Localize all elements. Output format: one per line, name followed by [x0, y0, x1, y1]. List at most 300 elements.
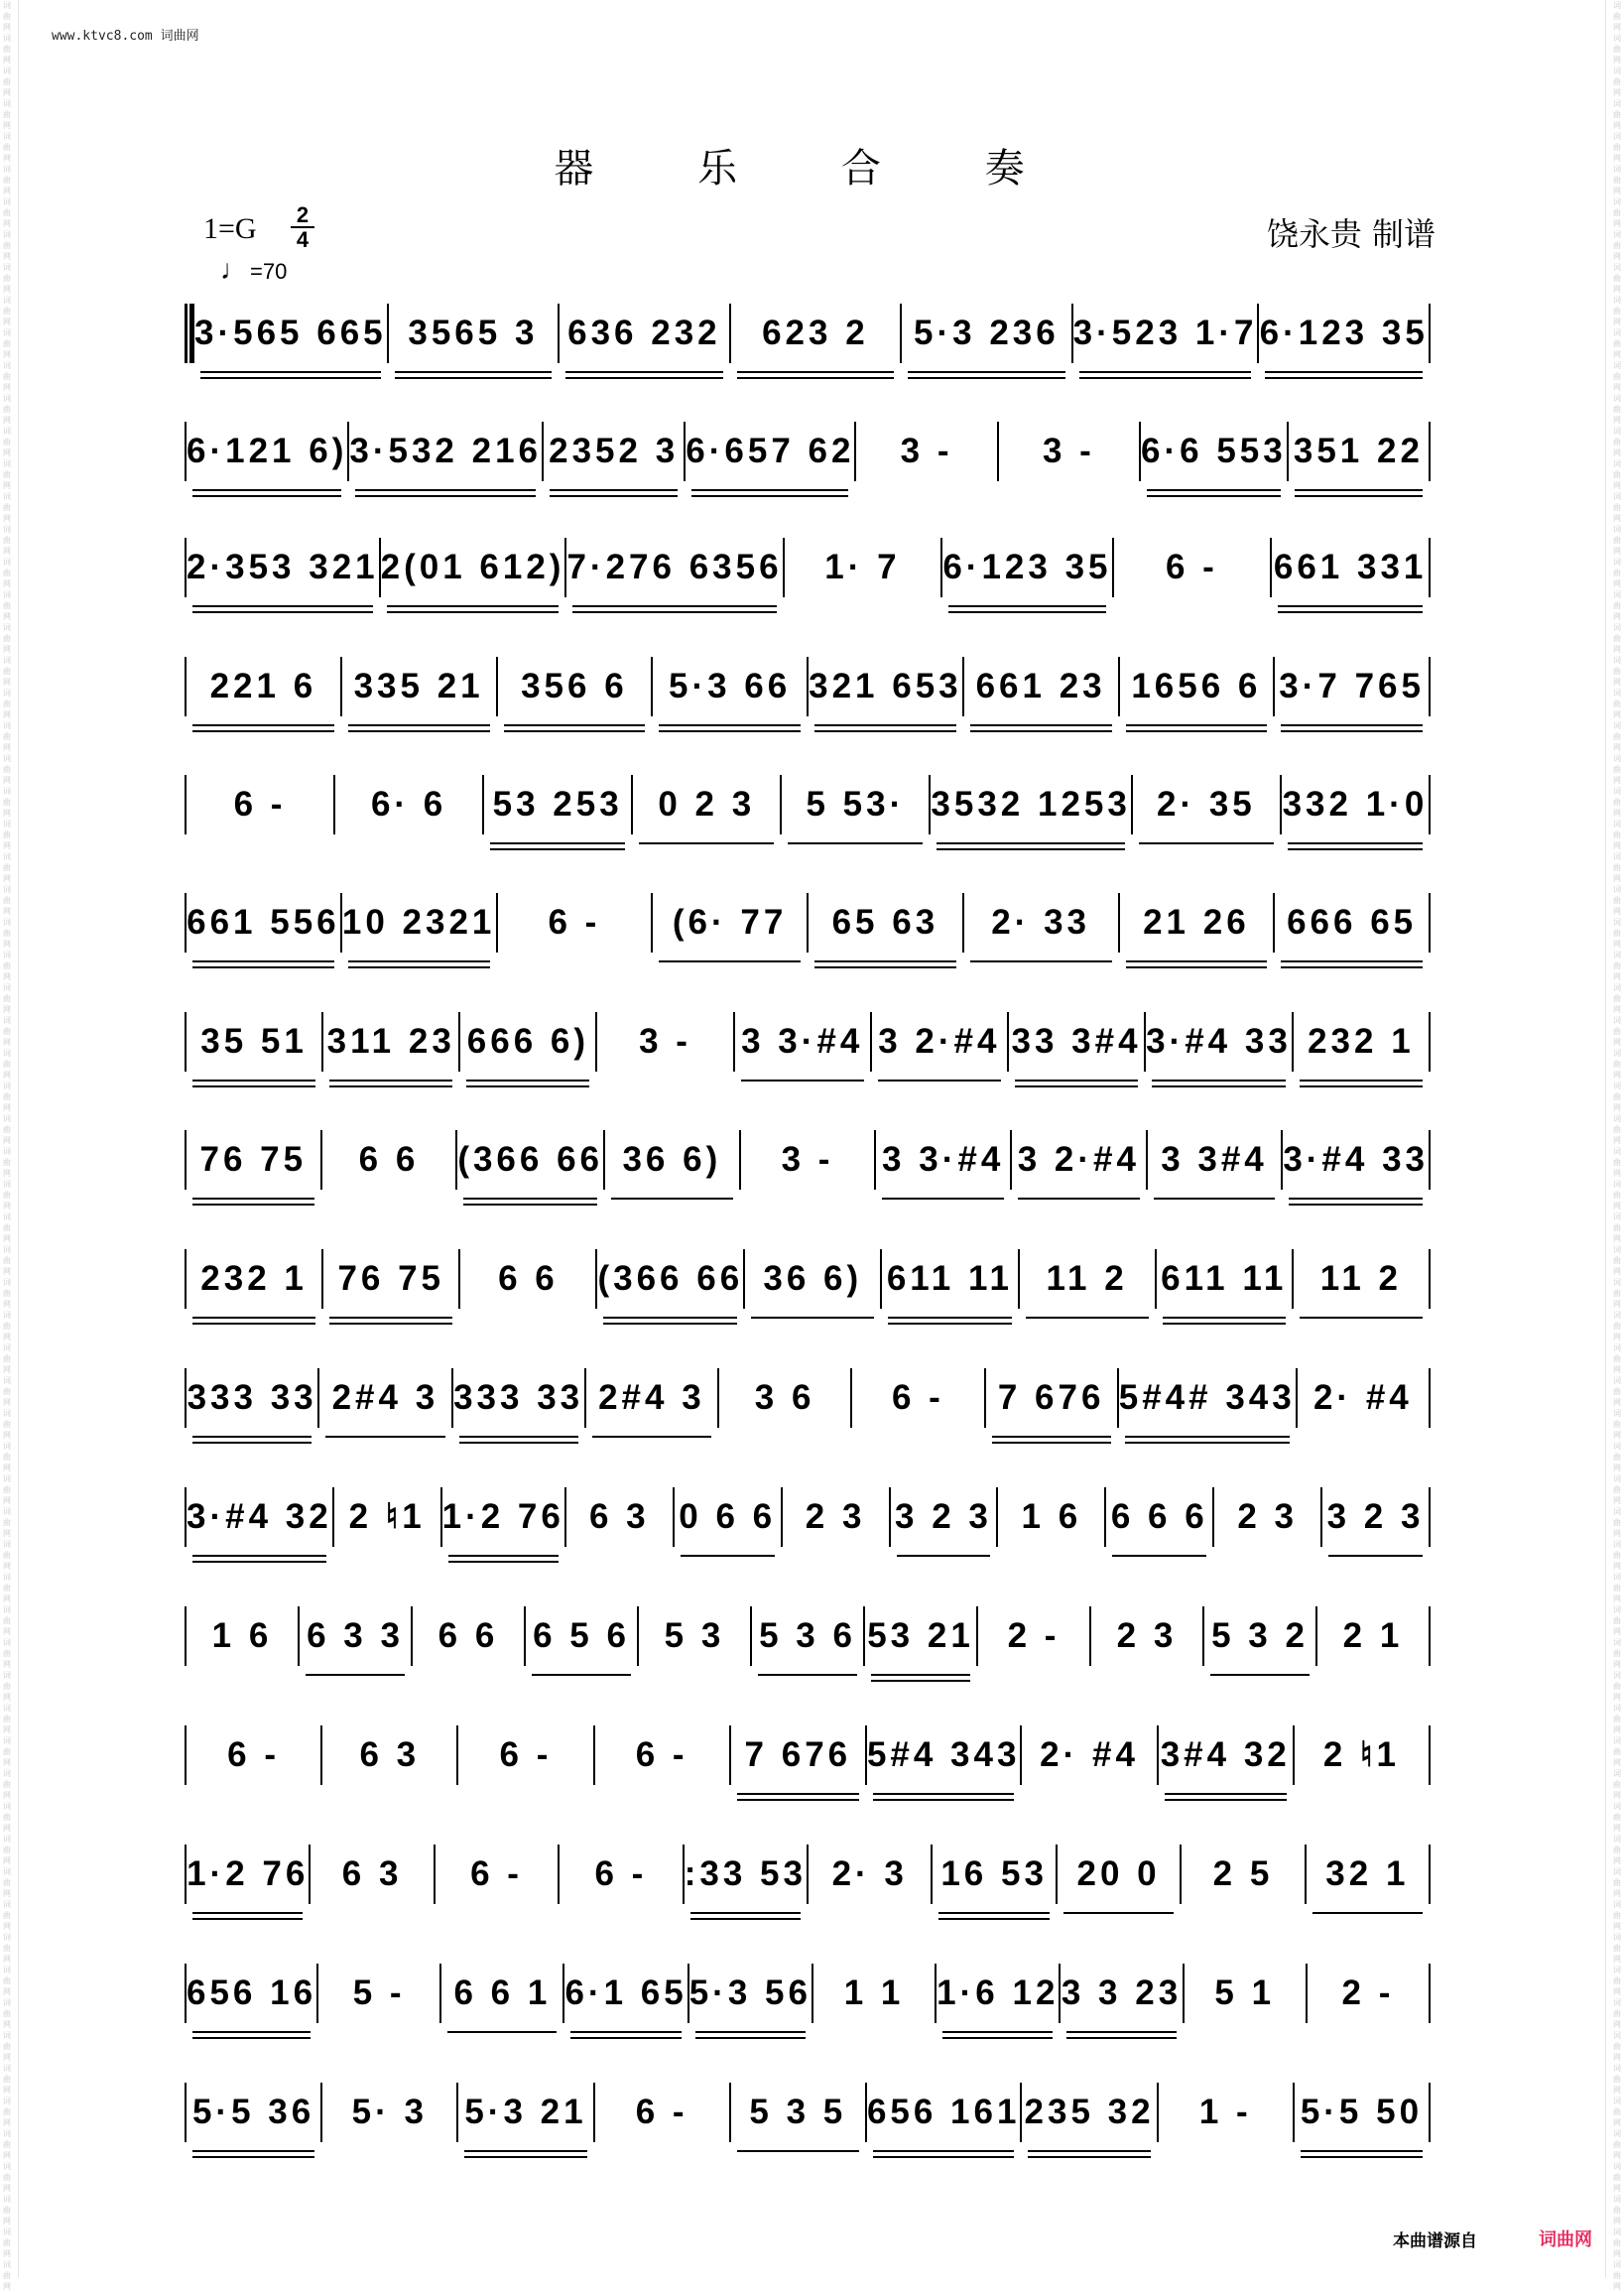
beam-underline: [1079, 371, 1252, 373]
staff-line: [185, 528, 1431, 607]
beam-underline: [1328, 1555, 1423, 1557]
measure: 6 -: [499, 1735, 553, 1774]
measure: 5 3: [664, 1616, 725, 1655]
beam-underline: [448, 1555, 559, 1557]
measure: 6 -: [635, 1735, 688, 1774]
beam-underline: [1163, 1323, 1286, 1325]
beam-underline: [992, 1442, 1111, 1444]
measure: 3 2 3: [1322, 1497, 1429, 1537]
beam-underline: [490, 842, 625, 844]
beam-underline: [200, 371, 381, 373]
beam-underline: [192, 1198, 314, 1200]
beam-underline: [1281, 730, 1423, 732]
beam-underline: [1152, 1080, 1286, 1082]
beam-underline: [1165, 1793, 1287, 1795]
beam-underline: [1289, 1198, 1423, 1200]
measure: 6·657 62: [686, 432, 854, 471]
beam-underline: [1312, 1912, 1423, 1914]
measure: 2#4 3: [319, 1378, 450, 1418]
measure: 35 51: [187, 1022, 321, 1062]
measure: 2· 3: [831, 1854, 908, 1893]
measure: 3532 1253: [931, 785, 1130, 825]
beam-underline: [908, 371, 1065, 373]
staff-line: [185, 1596, 1431, 1676]
staff-line: [185, 294, 1431, 373]
beam-underline: [1139, 842, 1274, 844]
beam-underline: [1289, 1204, 1423, 1206]
beam-underline: [192, 2156, 314, 2158]
beam-underline: [948, 611, 1105, 613]
beam-underline: [1126, 966, 1268, 968]
beam-underline: [192, 1442, 312, 1444]
beam-underline: [348, 966, 490, 968]
beam-underline: [325, 1436, 444, 1438]
measure: 3 2 3: [891, 1497, 997, 1537]
quarter-note-icon: ♩: [220, 254, 248, 285]
staff-line: [185, 2073, 1431, 2152]
beam-underline: [1265, 371, 1423, 373]
measure: 33 3#4: [1009, 1022, 1144, 1062]
beam-underline: [737, 2150, 859, 2152]
beam-underline: [592, 1436, 711, 1438]
beam-underline: [659, 960, 801, 962]
measure: 7 676: [986, 1378, 1117, 1418]
beam-underline: [878, 1080, 1001, 1082]
measure: 1 6: [1021, 1497, 1082, 1536]
measure: 20 0: [1058, 1854, 1180, 1894]
measure: 5 3 6: [752, 1616, 863, 1656]
beam-underline: [659, 724, 801, 726]
measure: 6· 6: [370, 785, 447, 824]
measure: 76 75: [187, 1140, 320, 1180]
beam-underline: [691, 495, 848, 497]
beam-underline: [873, 1793, 1015, 1795]
measure-row: [185, 1835, 1431, 1914]
measure: 16 53: [933, 1854, 1055, 1894]
beam-underline: [1165, 1799, 1287, 1801]
beam-underline: [1066, 2037, 1176, 2039]
bar-line: [185, 304, 194, 363]
measure: 333 33: [187, 1378, 317, 1418]
beam-underline: [942, 2031, 1053, 2033]
beam-underline: [1028, 2156, 1150, 2158]
measure: 666 65: [1275, 903, 1429, 943]
beam-underline: [814, 960, 956, 962]
beam-underline: [691, 489, 848, 491]
measure: 2·353 321: [187, 548, 379, 587]
bar-line: [1429, 775, 1431, 834]
staff-line: [185, 1002, 1431, 1082]
beam-underline: [192, 2037, 311, 2039]
measure: 2 3: [1237, 1497, 1298, 1536]
measure: 2 ♮1: [348, 1497, 426, 1536]
beam-underline: [1147, 489, 1281, 491]
measure: 2 -: [1007, 1616, 1061, 1655]
beam-underline: [690, 1918, 801, 1920]
beam-underline: [1028, 2150, 1150, 2152]
beam-underline: [464, 2156, 586, 2158]
beam-underline: [395, 377, 553, 379]
measure: 2 5: [1212, 1854, 1274, 1893]
beam-underline: [695, 2031, 806, 2033]
beam-underline: [639, 842, 774, 844]
bar-line: [1429, 1606, 1431, 1666]
measure: 3 -: [1042, 432, 1095, 470]
measure: 611 11: [882, 1259, 1017, 1299]
beam-underline: [395, 371, 553, 373]
beam-underline: [1265, 377, 1423, 379]
beam-underline: [306, 1674, 405, 1676]
beam-underline: [1300, 1080, 1423, 1082]
measure-row: [185, 1596, 1431, 1676]
measure: 6 6: [498, 1259, 559, 1298]
measure: 1·6 12: [937, 1974, 1059, 2013]
measure: 2 3: [1116, 1616, 1178, 1655]
beam-underline: [737, 1793, 859, 1795]
beam-underline: [1281, 966, 1423, 968]
measure-row: [185, 1477, 1431, 1557]
measure: 11 2: [1020, 1259, 1155, 1299]
beam-underline: [490, 848, 625, 850]
bar-line: [1429, 1487, 1431, 1547]
measure: 2352 3: [544, 432, 684, 471]
measure: 2#4 3: [586, 1378, 717, 1418]
beam-underline: [937, 848, 1124, 850]
bar-line: [1429, 657, 1431, 716]
measure: 3·532 216: [349, 432, 542, 471]
beam-underline: [937, 842, 1124, 844]
measure: 6 3: [588, 1497, 650, 1536]
beam-underline: [192, 966, 334, 968]
measure: 611 11: [1157, 1259, 1292, 1299]
beam-underline: [192, 730, 334, 732]
measure: 3·#4 32: [187, 1497, 332, 1537]
staff-line: [185, 883, 1431, 962]
measure: 6 -: [1165, 548, 1218, 586]
beam-underline: [1295, 495, 1423, 497]
measure: 3#4 32: [1159, 1735, 1293, 1775]
measure: 5#4# 343: [1119, 1378, 1296, 1418]
beam-underline: [570, 2037, 681, 2039]
measure: 53 253: [484, 785, 631, 825]
measure: 2 3: [805, 1497, 866, 1536]
beam-underline: [788, 842, 923, 844]
measure: (6· 77: [653, 903, 807, 943]
staff-line: [185, 1477, 1431, 1557]
beam-underline: [463, 1198, 597, 1200]
beam-underline: [1301, 2156, 1423, 2158]
beam-underline: [873, 2156, 1015, 2158]
beam-underline: [192, 724, 334, 726]
measure: 356 6: [498, 667, 652, 706]
measure: 3 6: [754, 1378, 815, 1417]
beam-underline: [1281, 724, 1423, 726]
measure: 6 6 6: [1106, 1497, 1212, 1537]
beam-underline: [1015, 1080, 1138, 1082]
measure: 6 -: [548, 903, 601, 942]
beam-underline: [737, 377, 895, 379]
measure: 3 3#4: [1148, 1140, 1282, 1180]
beam-underline: [192, 489, 341, 491]
measure: 321 653: [809, 667, 962, 706]
beam-underline: [192, 960, 334, 962]
beam-underline: [897, 1555, 991, 1557]
beam-underline: [1126, 724, 1268, 726]
beam-underline: [329, 1085, 452, 1087]
measure: 1656 6: [1120, 667, 1274, 706]
beam-underline: [565, 371, 723, 373]
beam-underline: [1125, 1442, 1290, 1444]
beam-underline: [504, 724, 646, 726]
beam-underline: [873, 2150, 1015, 2152]
beam-underline: [550, 495, 678, 497]
beam-underline: [550, 489, 678, 491]
beam-underline: [970, 730, 1112, 732]
beam-underline: [948, 605, 1105, 607]
measure-row: [185, 528, 1431, 607]
beam-underline: [970, 960, 1112, 962]
beam-underline: [992, 1436, 1111, 1438]
measure-row: [185, 1358, 1431, 1438]
beam-underline: [192, 1323, 315, 1325]
measure: 5 53·: [782, 785, 929, 825]
measure: 6 -: [233, 785, 287, 824]
left-margin-line: [18, 0, 19, 2277]
measure: 6 3: [359, 1735, 421, 1774]
measure: 21 26: [1120, 903, 1274, 943]
beam-underline: [1288, 848, 1423, 850]
measure: 5·3 66: [653, 667, 807, 706]
measure: 1 -: [1198, 2093, 1252, 2131]
beam-underline: [387, 605, 560, 607]
measure: 333 33: [453, 1378, 584, 1418]
measure: 335 21: [342, 667, 496, 706]
tempo-value: =70: [250, 259, 288, 284]
measure: 32 1: [1307, 1854, 1429, 1894]
beam-underline: [908, 377, 1065, 379]
beam-underline: [1210, 1674, 1310, 1676]
measure: 1 1: [843, 1974, 905, 2012]
measure: 3·#4 33: [1146, 1022, 1292, 1062]
measure: 6 3 3: [300, 1616, 411, 1656]
beam-underline: [1300, 1317, 1423, 1319]
beam-underline: [1018, 1198, 1140, 1200]
beam-underline: [659, 730, 801, 732]
beam-underline: [1066, 2031, 1176, 2033]
bar-line: [1429, 1964, 1431, 2023]
staff-line: [185, 765, 1431, 844]
staff-line: [185, 412, 1431, 491]
beam-underline: [464, 2150, 586, 2152]
measure: 5 3 5: [731, 2093, 865, 2132]
beam-underline: [459, 1442, 578, 1444]
measure: (366 66: [457, 1140, 603, 1180]
bar-line: [1429, 422, 1431, 481]
measure: :33 53: [685, 1854, 807, 1894]
measure: 11 2: [1294, 1259, 1429, 1299]
measure: 53 21: [865, 1616, 976, 1656]
beam-underline: [447, 2031, 557, 2033]
measure: 661 23: [964, 667, 1118, 706]
measure-row: [185, 412, 1431, 491]
beam-underline: [329, 1323, 452, 1325]
staff-line: [185, 1120, 1431, 1200]
measure: 6 -: [891, 1378, 944, 1417]
measure: 10 2321: [342, 903, 496, 943]
measure: 5·3 21: [458, 2093, 592, 2132]
measure-row: [185, 294, 1431, 373]
measure: 5 -: [352, 1974, 406, 2012]
beam-underline: [1147, 495, 1281, 497]
measure: 1 6: [211, 1616, 273, 1655]
staff-line: [185, 1835, 1431, 1914]
beam-underline: [459, 1436, 578, 1438]
beam-underline: [1295, 489, 1423, 491]
measure: 332 1·0: [1282, 785, 1429, 825]
beam-underline: [1278, 605, 1423, 607]
beam-underline: [690, 1912, 801, 1914]
measure: 0 2 3: [633, 785, 780, 825]
beam-underline: [603, 1323, 737, 1325]
beam-underline: [942, 2037, 1053, 2039]
beam-underline: [463, 1204, 597, 1206]
measure: 636 232: [560, 314, 729, 353]
bar-line: [1429, 1012, 1431, 1072]
measure: 5 3 2: [1204, 1616, 1315, 1656]
beam-underline: [348, 724, 490, 726]
beam-underline: [758, 1674, 857, 1676]
beam-underline: [200, 377, 381, 379]
measure: 6·123 35: [1259, 314, 1429, 353]
beam-underline: [355, 489, 536, 491]
bar-line: [1429, 1368, 1431, 1428]
measure: 656 16: [187, 1974, 316, 2013]
measure-row: [185, 765, 1431, 844]
measure: 5·5 50: [1295, 2093, 1429, 2132]
measure: 5·3 56: [689, 1974, 812, 2013]
measure: 232 1: [1294, 1022, 1429, 1062]
measure: 351 22: [1289, 432, 1429, 471]
measure: 6 -: [635, 2093, 688, 2131]
measure: 623 2: [731, 314, 901, 353]
meter-bottom: 4: [296, 227, 310, 252]
beam-underline: [814, 966, 956, 968]
measure: 1·2 76: [187, 1854, 309, 1894]
measure-row: [185, 647, 1431, 726]
key-signature: 1=G: [203, 212, 257, 245]
measure: 2 1: [1342, 1616, 1404, 1655]
beam-underline: [871, 1674, 970, 1676]
bar-line: [1429, 893, 1431, 953]
measure-row: [185, 883, 1431, 962]
measure: 6·121 6): [187, 432, 347, 471]
beam-underline: [192, 1204, 314, 1206]
measure: 3·565 665: [194, 314, 387, 353]
measure: 3 2·#4: [1012, 1140, 1146, 1180]
beam-underline: [888, 1323, 1011, 1325]
beam-underline: [192, 1436, 312, 1438]
beam-underline: [1300, 1085, 1423, 1087]
measure: 3 3 23: [1061, 1974, 1182, 2013]
measure: 6 3: [341, 1854, 403, 1893]
beam-underline: [737, 371, 895, 373]
measure: 3 3·#4: [876, 1140, 1010, 1180]
bar-line: [1429, 1130, 1431, 1190]
beam-underline: [741, 1080, 864, 1082]
bar-line: [1429, 1725, 1431, 1785]
beam-underline: [348, 960, 490, 962]
bar-line: [1429, 304, 1431, 363]
beam-underline: [572, 605, 776, 607]
beam-underline: [448, 1561, 559, 1563]
measure: 5·3 236: [902, 314, 1071, 353]
bar-line: [1429, 2083, 1431, 2142]
beam-underline: [1015, 1085, 1138, 1087]
measure: 5 1: [1214, 1974, 1276, 2012]
measure: 1· 7: [824, 548, 901, 586]
beam-underline: [814, 730, 956, 732]
measure: 6·6 553: [1141, 432, 1287, 471]
measure: 3 -: [781, 1140, 834, 1179]
beam-underline: [572, 611, 776, 613]
measure: 2 -: [1341, 1974, 1395, 2012]
beam-underline: [192, 605, 373, 607]
beam-underline: [1163, 1317, 1286, 1319]
measure-row: [185, 2073, 1431, 2152]
beam-underline: [1288, 842, 1423, 844]
beam-underline: [348, 730, 490, 732]
footer-brand-logo: 词曲网: [1539, 2229, 1592, 2250]
watermark-url: www.ktvc8.com 词曲网: [52, 29, 199, 44]
staff-line: [185, 647, 1431, 726]
beam-underline: [611, 1198, 733, 1200]
measure: 76 75: [323, 1259, 458, 1299]
left-watermark-strip: 词曲网 词曲网 词曲网 词曲网 词曲网 词曲网 词曲网 词曲网 词曲网 词曲网 词曲网 词曲网 词曲网 词曲网 词曲网 词曲网 词曲网 词曲网 词曲网 词曲网 词曲网 词曲网 词曲网 词曲网 词曲网 词曲网 词曲网 词曲网 词曲网 词曲网 词曲网 词曲网 词曲网 词曲网 词曲网 词曲网 词曲网 词曲网 词曲网 词曲网 词曲网 词曲网 词曲网 词曲网 词曲网 词曲网 词曲网 词曲网 词曲网 词曲网 词曲网 词曲网 词曲网 词曲网 词曲网 词曲网 词曲网 词曲网 词曲网 词曲网 词曲网 词曲网 词曲网 词曲网 词曲网 词曲网 词曲网 词曲网 词曲网 词曲网: [3, 1, 11, 2291]
bar-line: [1429, 538, 1431, 597]
measure: 6·1 65: [564, 1974, 687, 2013]
measure: 3·#4 33: [1283, 1140, 1429, 1180]
beam-underline: [565, 377, 723, 379]
beam-underline: [1152, 1085, 1286, 1087]
measure: 36 6): [745, 1259, 880, 1299]
beam-underline: [1112, 1555, 1206, 1557]
beam-underline: [192, 1317, 315, 1319]
measure: 232 1: [187, 1259, 321, 1299]
beam-underline: [504, 730, 646, 732]
measure: 3·523 1·7: [1073, 314, 1258, 353]
beam-underline: [737, 1799, 859, 1801]
beam-underline: [751, 1317, 874, 1319]
beam-underline: [1125, 1436, 1290, 1438]
measure-row: [185, 1002, 1431, 1082]
right-margin-line: [1605, 0, 1606, 2277]
beam-underline: [970, 724, 1112, 726]
beam-underline: [938, 1918, 1049, 1920]
beam-underline: [192, 611, 373, 613]
beam-underline: [695, 2037, 806, 2039]
measure: 221 6: [187, 667, 340, 706]
measure-row: [185, 1120, 1431, 1200]
measure: 3 3·#4: [735, 1022, 870, 1062]
beam-underline: [1063, 1912, 1174, 1914]
measure: 6 6: [437, 1616, 499, 1655]
beam-underline: [1026, 1317, 1149, 1319]
measure: 6 5 6: [526, 1616, 637, 1656]
measure: 5#4 343: [867, 1735, 1021, 1775]
beam-underline: [355, 495, 536, 497]
beam-underline: [1079, 377, 1252, 379]
beam-underline: [1281, 960, 1423, 962]
